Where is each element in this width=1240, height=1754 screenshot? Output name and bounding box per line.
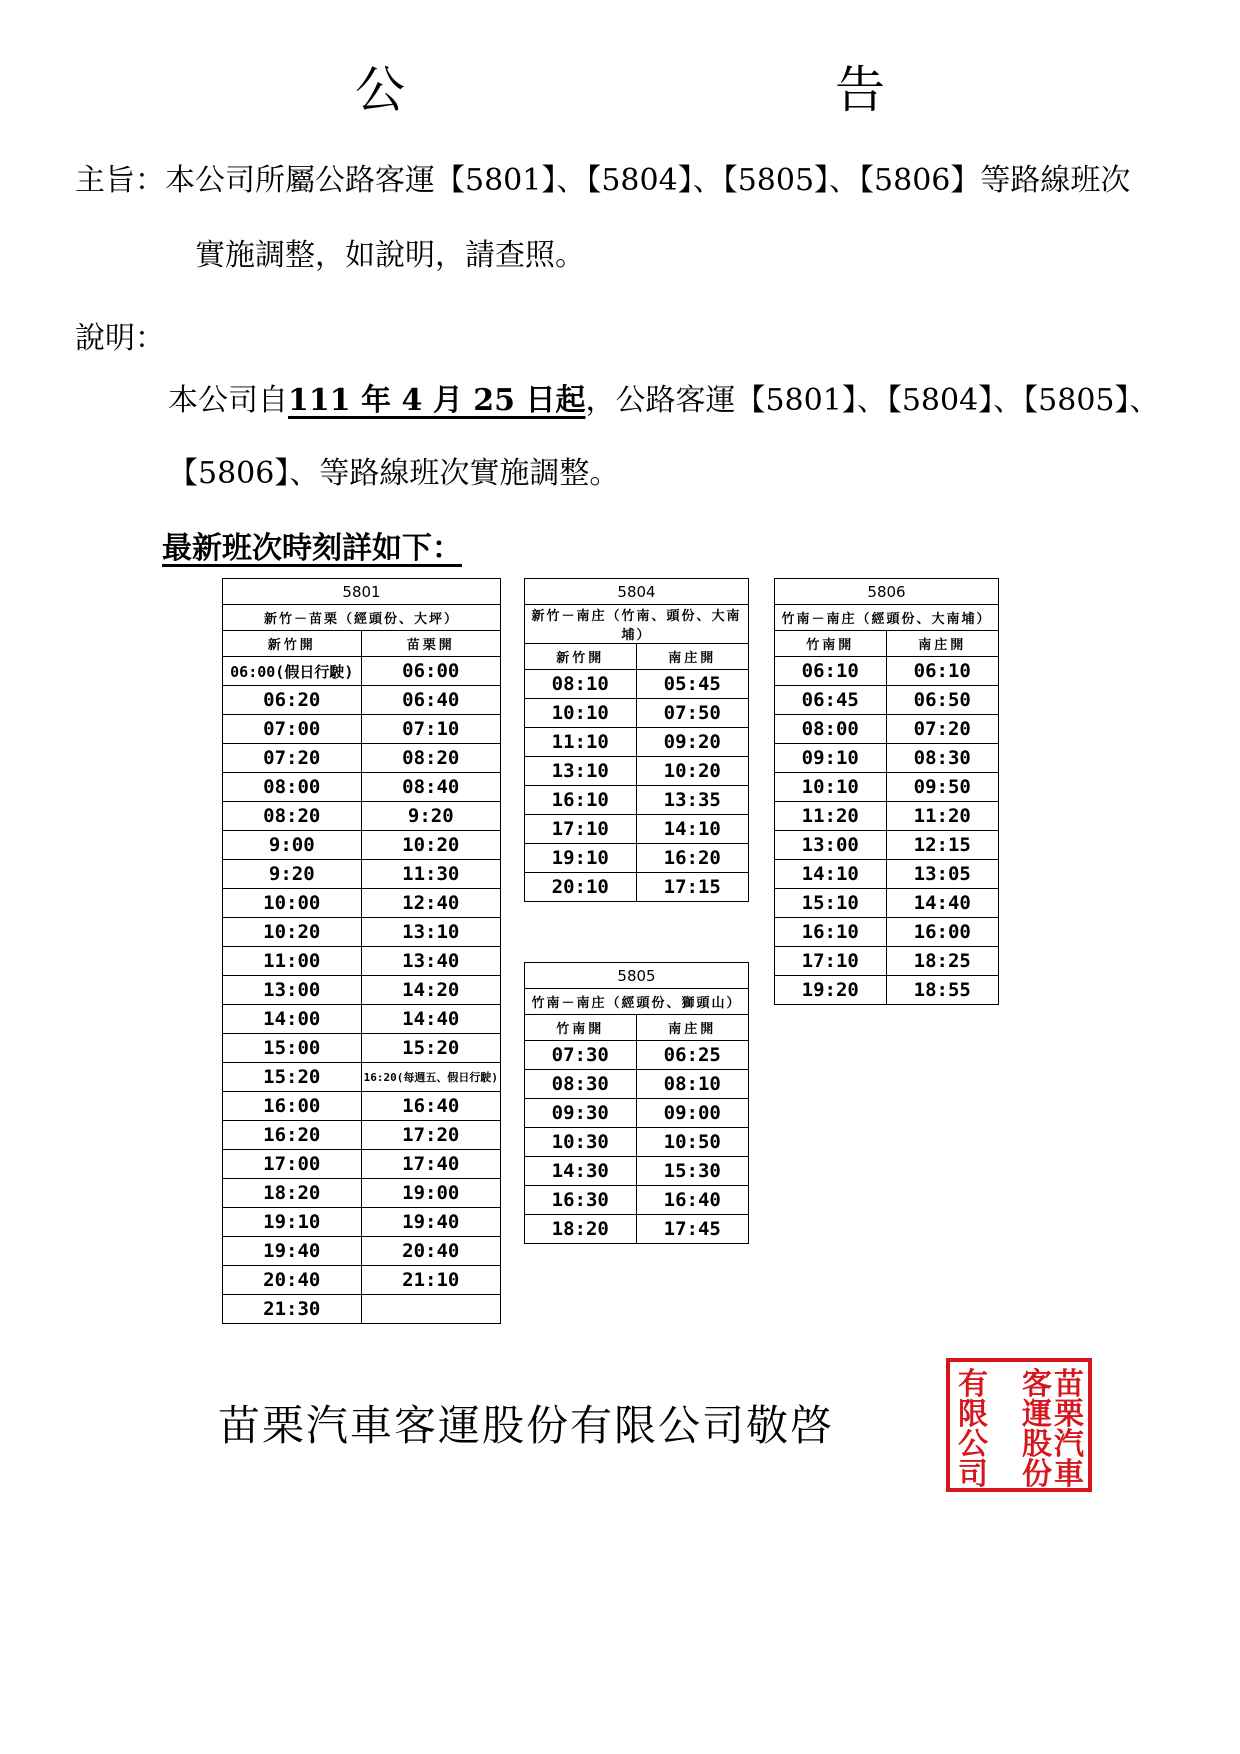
table-row	[525, 1099, 749, 1128]
time-cell: 14:40	[886, 889, 999, 918]
time-cell: 19:40	[361, 1208, 500, 1237]
time-cell: 20:40	[361, 1237, 500, 1266]
route-number-row	[525, 963, 749, 989]
route-name: 竹南－南庄（經頭份、獅頭山）	[525, 989, 749, 1015]
time-cell: 10:20	[636, 757, 749, 786]
table-row	[223, 1063, 501, 1092]
time-cell: 10:20	[361, 831, 500, 860]
time-cell: 17:00	[223, 1150, 362, 1179]
time-cell: 09:10	[775, 744, 887, 773]
table-row	[525, 844, 749, 873]
time-cell: 09:30	[525, 1099, 637, 1128]
time-cell: 16:30	[525, 1186, 637, 1215]
time-cell: 07:30	[525, 1041, 637, 1070]
table-row	[223, 1179, 501, 1208]
time-cell: 15:30	[636, 1157, 749, 1186]
time-cell: 06:40	[361, 686, 500, 715]
time-cell: 14:30	[525, 1157, 637, 1186]
table-row	[775, 889, 999, 918]
table-row	[525, 815, 749, 844]
explanation-suffix: ，公路客運【5801】、【5804】、【5805】、	[585, 383, 1160, 418]
time-cell: 18:20	[223, 1179, 362, 1208]
time-cell: 19:20	[775, 976, 887, 1005]
time-cell: 11:00	[223, 947, 362, 976]
explanation-label: 說明：	[75, 321, 165, 356]
time-cell: 10:30	[525, 1128, 637, 1157]
time-cell: 11:20	[886, 802, 999, 831]
table-row	[223, 1034, 501, 1063]
time-cell: 13:00	[223, 976, 362, 1005]
table-row	[223, 1208, 501, 1237]
effective-date: 111 年 4 月 25 日起	[288, 383, 586, 418]
timetable-5804	[524, 578, 749, 902]
time-cell: 12:40	[361, 889, 500, 918]
table-row	[223, 947, 501, 976]
table-row	[223, 686, 501, 715]
time-cell: 13:10	[525, 757, 637, 786]
time-cell: 18:25	[886, 947, 999, 976]
table-row	[775, 744, 999, 773]
time-cell: 08:20	[361, 744, 500, 773]
column-header: 南庄開	[636, 644, 749, 670]
table-row	[775, 976, 999, 1005]
explanation-prefix: 本公司自	[168, 383, 288, 418]
column-header: 竹南開	[775, 631, 887, 657]
column-header-row	[775, 631, 999, 657]
time-cell: 14:10	[775, 860, 887, 889]
table-row	[223, 889, 501, 918]
time-cell: 08:10	[525, 670, 637, 699]
company-seal: 苗 栗 汽 車 客 運 股 份 有 限 公 司	[946, 1358, 1092, 1492]
table-row	[525, 873, 749, 902]
column-header: 南庄開	[886, 631, 999, 657]
time-cell: 17:15	[636, 873, 749, 902]
table-row	[775, 860, 999, 889]
time-cell: 18:55	[886, 976, 999, 1005]
time-cell: 19:10	[525, 844, 637, 873]
time-cell: 06:10	[775, 657, 887, 686]
time-cell: 07:10	[361, 715, 500, 744]
explanation-line-2: 【5806】、等路線班次實施調整。	[168, 456, 620, 491]
table-row	[223, 1092, 501, 1121]
table-row	[525, 728, 749, 757]
table-row	[525, 1215, 749, 1244]
table-row	[223, 1237, 501, 1266]
table-row	[775, 918, 999, 947]
time-cell: 16:40	[636, 1186, 749, 1215]
column-header-row	[525, 644, 749, 670]
time-cell: 08:00	[775, 715, 887, 744]
table-row	[223, 1295, 501, 1324]
time-cell: 17:40	[361, 1150, 500, 1179]
time-cell: 15:10	[775, 889, 887, 918]
table-row	[775, 657, 999, 686]
time-cell: 09:20	[636, 728, 749, 757]
time-cell: 16:00	[886, 918, 999, 947]
route-number-row	[525, 579, 749, 605]
time-cell: 14:40	[361, 1005, 500, 1034]
time-cell: 21:10	[361, 1266, 500, 1295]
column-header: 新竹開	[525, 644, 637, 670]
time-cell: 14:10	[636, 815, 749, 844]
time-cell: 08:20	[223, 802, 362, 831]
route-name: 竹南－南庄（經頭份、大南埔）	[775, 605, 999, 631]
time-cell: 11:30	[361, 860, 500, 889]
time-cell: 13:00	[775, 831, 887, 860]
route-name: 新竹－苗栗（經頭份、大坪）	[223, 605, 501, 631]
timetable-5806	[774, 578, 999, 1005]
table-row	[223, 860, 501, 889]
route-number: 5806	[775, 579, 999, 605]
table-row	[223, 657, 501, 686]
time-cell: 15:20	[223, 1063, 362, 1092]
column-header: 苗栗開	[361, 631, 500, 657]
table-row	[223, 918, 501, 947]
table-row	[775, 715, 999, 744]
table-row	[223, 1150, 501, 1179]
route-number: 5805	[525, 963, 749, 989]
column-header: 新竹開	[223, 631, 362, 657]
subject-line-2: 實施調整，如說明，請查照。	[195, 238, 585, 273]
table-row	[525, 1128, 749, 1157]
time-cell: 11:20	[775, 802, 887, 831]
column-header-row	[223, 631, 501, 657]
table-row	[223, 1121, 501, 1150]
table-row	[525, 786, 749, 815]
time-cell: 9:20	[361, 802, 500, 831]
route-number: 5801	[223, 579, 501, 605]
table-row	[223, 773, 501, 802]
time-cell: 14:20	[361, 976, 500, 1005]
time-cell: 16:00	[223, 1092, 362, 1121]
table-row	[223, 831, 501, 860]
table-row	[223, 1005, 501, 1034]
time-cell: 07:50	[636, 699, 749, 728]
time-cell: 21:30	[223, 1295, 362, 1324]
time-cell: 08:30	[886, 744, 999, 773]
time-cell: 05:45	[636, 670, 749, 699]
time-cell: 16:20(每週五、假日行駛)	[361, 1063, 500, 1092]
time-cell: 08:30	[525, 1070, 637, 1099]
time-cell: 10:10	[525, 699, 637, 728]
timetable-5805	[524, 962, 749, 1244]
time-cell: 06:10	[886, 657, 999, 686]
time-cell: 19:10	[223, 1208, 362, 1237]
time-cell: 08:40	[361, 773, 500, 802]
schedule-heading: 最新班次時刻詳如下：	[162, 531, 462, 566]
time-cell: 16:40	[361, 1092, 500, 1121]
table-row	[775, 947, 999, 976]
subject-line-1: 主旨：本公司所屬公路客運【5801】、【5804】、【5805】、【5806】等路線班次	[75, 163, 1131, 198]
page-title: 公 告	[355, 61, 995, 119]
company-signature: 苗栗汽車客運股份有限公司敬啓	[218, 1401, 835, 1450]
time-cell: 20:10	[525, 873, 637, 902]
table-row	[525, 1070, 749, 1099]
time-cell: 12:15	[886, 831, 999, 860]
time-cell: 10:50	[636, 1128, 749, 1157]
time-cell: 11:10	[525, 728, 637, 757]
time-cell: 19:00	[361, 1179, 500, 1208]
time-cell: 08:00	[223, 773, 362, 802]
table-row	[223, 1266, 501, 1295]
time-cell: 19:40	[223, 1237, 362, 1266]
time-cell: 06:00(假日行駛)	[223, 657, 362, 686]
time-cell: 13:10	[361, 918, 500, 947]
time-cell: 10:00	[223, 889, 362, 918]
time-cell: 09:00	[636, 1099, 749, 1128]
route-name: 新竹－南庄（竹南、頭份、大南埔）	[525, 605, 749, 644]
time-cell: 17:10	[525, 815, 637, 844]
time-cell: 06:50	[886, 686, 999, 715]
route-number-row	[775, 579, 999, 605]
table-row	[525, 670, 749, 699]
time-cell: 16:20	[636, 844, 749, 873]
table-row	[525, 699, 749, 728]
route-name-row	[525, 605, 749, 644]
time-cell: 10:10	[775, 773, 887, 802]
explanation-line-1	[168, 375, 1160, 419]
table-row	[775, 831, 999, 860]
time-cell: 9:20	[223, 860, 362, 889]
table-row	[775, 686, 999, 715]
time-cell: 07:20	[886, 715, 999, 744]
time-cell: 16:20	[223, 1121, 362, 1150]
timetable-5801	[222, 578, 501, 1324]
time-cell: 9:00	[223, 831, 362, 860]
table-row	[223, 715, 501, 744]
time-cell: 15:20	[361, 1034, 500, 1063]
table-row	[525, 1186, 749, 1215]
route-name-row	[223, 605, 501, 631]
column-header: 南庄開	[636, 1015, 749, 1041]
route-number: 5804	[525, 579, 749, 605]
time-cell: 09:50	[886, 773, 999, 802]
time-cell: 06:25	[636, 1041, 749, 1070]
time-cell: 18:20	[525, 1215, 637, 1244]
time-cell: 13:40	[361, 947, 500, 976]
table-row	[775, 773, 999, 802]
time-cell: 13:35	[636, 786, 749, 815]
time-cell: 06:20	[223, 686, 362, 715]
route-name-row	[525, 989, 749, 1015]
table-row	[223, 976, 501, 1005]
time-cell: 20:40	[223, 1266, 362, 1295]
table-row	[525, 1157, 749, 1186]
time-cell: 06:00	[361, 657, 500, 686]
time-cell: 06:45	[775, 686, 887, 715]
time-cell: 10:20	[223, 918, 362, 947]
time-cell	[361, 1295, 500, 1324]
time-cell: 17:20	[361, 1121, 500, 1150]
time-cell: 16:10	[775, 918, 887, 947]
table-row	[223, 802, 501, 831]
time-cell: 14:00	[223, 1005, 362, 1034]
route-number-row	[223, 579, 501, 605]
table-row	[223, 744, 501, 773]
route-name-row	[775, 605, 999, 631]
table-row	[775, 802, 999, 831]
column-header-row	[525, 1015, 749, 1041]
time-cell: 17:45	[636, 1215, 749, 1244]
time-cell: 15:00	[223, 1034, 362, 1063]
table-row	[525, 757, 749, 786]
column-header: 竹南開	[525, 1015, 637, 1041]
time-cell: 16:10	[525, 786, 637, 815]
time-cell: 07:00	[223, 715, 362, 744]
time-cell: 07:20	[223, 744, 362, 773]
time-cell: 13:05	[886, 860, 999, 889]
table-row	[525, 1041, 749, 1070]
time-cell: 17:10	[775, 947, 887, 976]
time-cell: 08:10	[636, 1070, 749, 1099]
